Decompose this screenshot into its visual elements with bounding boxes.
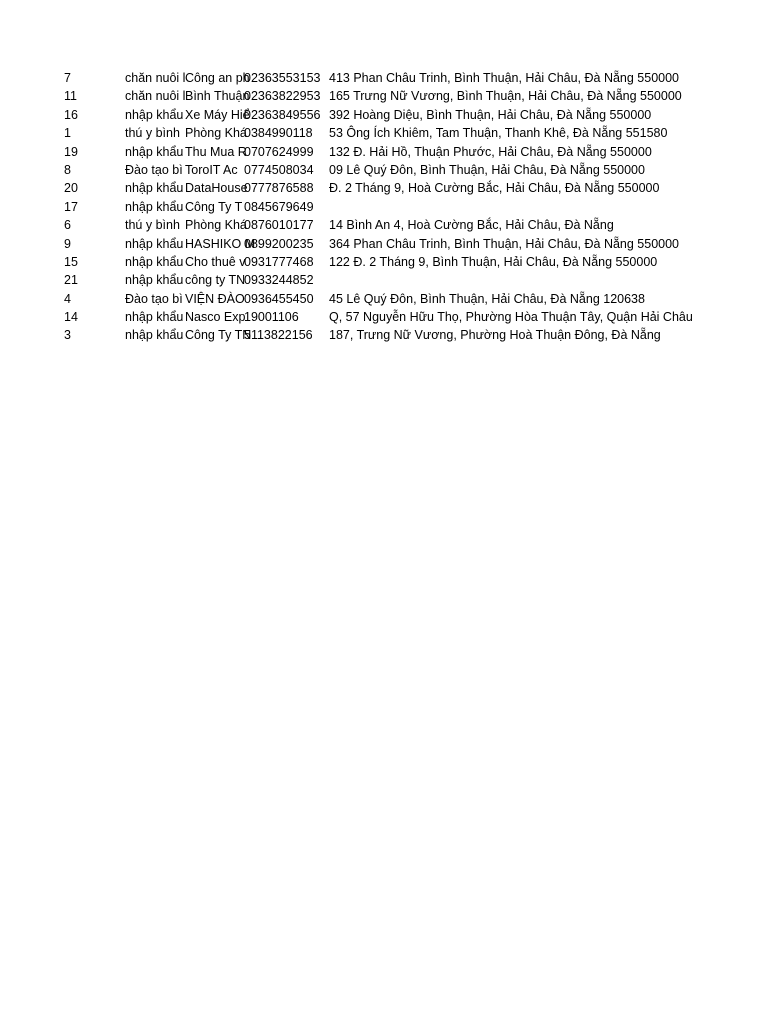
cell-name: Công Ty T (185, 199, 243, 214)
cell-id: 19 (64, 144, 78, 159)
cell-category: nhập khẩu (125, 254, 184, 269)
cell-name: ToroIT Ac (185, 162, 238, 177)
cell-address: 392 Hoàng Diệu, Bình Thuận, Hải Châu, Đà Nẵng 550000 (329, 107, 652, 122)
cell-address: 45 Lê Quý Đôn, Bình Thuận, Hải Châu, Đà Nẵng 120638 (329, 291, 645, 306)
cell-phone: 0777876588 (244, 181, 314, 196)
cell-address: Q, 57 Nguyễn Hữu Thọ, Phường Hòa Thuận Tây, Quận Hải Châu (329, 310, 693, 325)
cell-phone: 0845679649 (244, 199, 314, 214)
cell-address: 165 Trưng Nữ Vương, Bình Thuận, Hải Châu, Đà Nẵng 550000 (329, 89, 682, 104)
cell-name: DataHouse (185, 181, 248, 196)
table-row (0, 290, 768, 308)
cell-name: Phòng Khá (185, 126, 247, 141)
cell-address: 53 Ông Ích Khiêm, Tam Thuận, Thanh Khê, Đà Nẵng 551580 (329, 126, 668, 141)
cell-category: nhập khẩu (125, 107, 184, 122)
cell-address: 187, Trưng Nữ Vương, Phường Hoà Thuận Đông, Đà Nẵng (329, 328, 661, 343)
cell-id: 9 (64, 236, 71, 251)
cell-name: Phòng Khá (185, 218, 247, 233)
cell-category: chăn nuôi l (125, 89, 186, 104)
cell-category: nhập khẩu (125, 236, 184, 251)
table-row (0, 216, 768, 234)
cell-name: Công an ph (185, 71, 250, 85)
cell-address: 09 Lê Quý Đôn, Bình Thuận, Hải Châu, Đà Nẵng 550000 (329, 162, 645, 177)
cell-category: thú y bình (125, 126, 180, 141)
cell-phone: 0384990118 (244, 126, 313, 141)
cell-phone: 0933244852 (244, 273, 314, 288)
cell-category: chăn nuôi l (125, 71, 186, 85)
table-row (0, 161, 768, 179)
cell-category: Đào tạo bì (125, 162, 183, 177)
table-row (0, 198, 768, 216)
cell-id: 11 (64, 89, 77, 104)
cell-category: thú y bình (125, 218, 180, 233)
cell-category: nhập khẩu (125, 310, 184, 325)
cell-id: 21 (64, 273, 78, 288)
cell-phone: 0899200235 (244, 236, 314, 251)
cell-name: Xe Máy Hiể (185, 107, 250, 122)
cell-id: 4 (64, 291, 71, 306)
table-row (0, 143, 768, 161)
cell-name: công ty TN (185, 273, 246, 288)
cell-address: 364 Phan Châu Trinh, Bình Thuận, Hải Châu, Đà Nẵng 550000 (329, 236, 680, 251)
table-row (0, 253, 768, 271)
cell-id: 14 (64, 310, 78, 325)
table-row (0, 271, 768, 289)
cell-address: 132 Đ. Hải Hồ, Thuận Phước, Hải Châu, Đà Nẵng 550000 (329, 144, 652, 159)
cell-phone: 5113822156 (244, 328, 313, 343)
cell-name: Nasco Exp (185, 310, 246, 325)
cell-id: 3 (64, 328, 71, 343)
cell-id: 6 (64, 218, 71, 233)
cell-phone: 02363849556 (244, 107, 321, 122)
table-row (0, 106, 768, 124)
cell-id: 17 (64, 199, 78, 214)
cell-phone: 0936455450 (244, 291, 314, 306)
cell-phone: 02363822953 (244, 89, 321, 104)
cell-address: 122 Đ. 2 Tháng 9, Bình Thuận, Hải Châu, Đà Nẵng 550000 (329, 254, 658, 269)
cell-name: Bình Thuận (185, 89, 250, 104)
cell-category: nhập khẩu (125, 181, 184, 196)
cell-category: nhập khẩu (125, 328, 184, 343)
cell-category: Đào tạo bì (125, 291, 183, 306)
cell-name: Thu Mua R (185, 144, 247, 159)
cell-address (329, 271, 681, 289)
cell-category: nhập khẩu (125, 273, 184, 288)
cell-phone: 0876010177 (244, 218, 314, 233)
cell-name: HASHIKO M (185, 236, 256, 251)
cell-category: nhập khẩu (125, 199, 184, 214)
cell-id: 1 (64, 126, 71, 141)
table-row (0, 179, 768, 197)
cell-name: VIỆN ĐÀO (185, 291, 245, 306)
cell-address: Đ. 2 Tháng 9, Hoà Cường Bắc, Hải Châu, Đà Nẵng 550000 (329, 181, 660, 196)
cell-address: 413 Phan Châu Trinh, Bình Thuận, Hải Châu, Đà Nẵng 550000 (329, 71, 680, 85)
table-row (0, 326, 768, 344)
spreadsheet-table (0, 69, 768, 345)
cell-id: 15 (64, 254, 78, 269)
cell-id: 7 (64, 71, 71, 85)
cell-id: 8 (64, 162, 71, 177)
cell-id: 16 (64, 107, 78, 122)
table-row (0, 235, 768, 253)
cell-phone: 02363553153 (244, 71, 321, 85)
table-row (0, 87, 768, 105)
table-row (0, 124, 768, 142)
cell-address: 14 Bình An 4, Hoà Cường Bắc, Hải Châu, Đà Nẵng (329, 218, 614, 233)
cell-phone: 0707624999 (244, 144, 314, 159)
cell-phone: 19001106 (244, 310, 299, 325)
cell-phone: 0931777468 (244, 254, 314, 269)
cell-address (329, 198, 681, 216)
table-row (0, 69, 768, 87)
cell-name: Công Ty TN (185, 328, 252, 343)
cell-name: Cho thuê v (185, 254, 246, 269)
cell-category: nhập khẩu (125, 144, 184, 159)
table-row (0, 308, 768, 326)
cell-id: 20 (64, 181, 78, 196)
cell-phone: 0774508034 (244, 162, 314, 177)
